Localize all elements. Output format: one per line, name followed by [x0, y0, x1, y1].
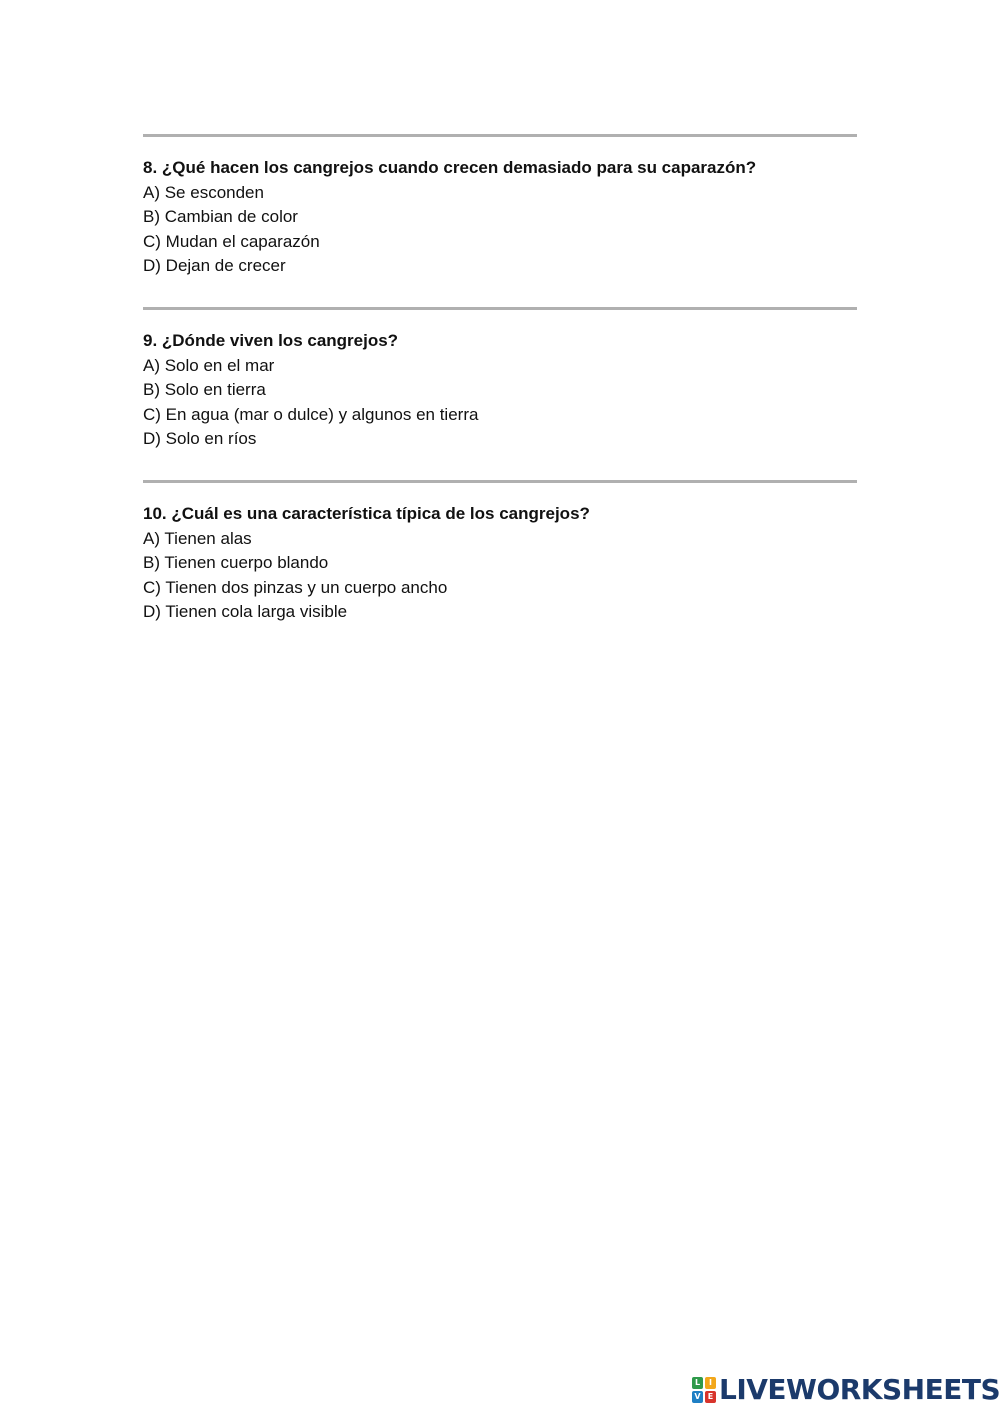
answer-option: C) Mudan el caparazón	[143, 231, 320, 251]
answer-option: A) Se esconden	[143, 182, 264, 202]
question-block	[143, 329, 857, 452]
divider-rule	[143, 134, 857, 137]
question-block	[143, 156, 857, 279]
answer-option: D) Solo en ríos	[143, 429, 257, 448]
logo-tile: I	[705, 1377, 716, 1389]
liveworksheets-logo	[692, 1374, 1000, 1406]
answer-option: D) Tienen cola larga visible	[143, 602, 348, 621]
answer-option: B) Tienen cuerpo blando	[143, 553, 329, 572]
question-block	[143, 502, 857, 625]
liveworksheets-icon	[692, 1377, 716, 1403]
question-title: 10. ¿Cuál es una característica típica de los cangrejos?	[143, 504, 590, 523]
question-title: 8. ¿Qué hacen los cangrejos cuando crecen demasiado para su caparazón?	[143, 158, 757, 177]
divider-rule	[143, 480, 857, 483]
brand-wordmark: LIVEWORKSHEETS	[719, 1373, 1000, 1406]
logo-tile: L	[692, 1377, 703, 1389]
answer-option: C) Tienen dos pinzas y un cuerpo ancho	[143, 577, 448, 597]
logo-tile: E	[705, 1391, 716, 1403]
answer-option: C) En agua (mar o dulce) y algunos en tierra	[143, 404, 479, 424]
divider-rule	[143, 307, 857, 310]
logo-tile: V	[692, 1391, 703, 1403]
answer-option: D) Dejan de crecer	[143, 256, 286, 275]
question-title: 9. ¿Dónde viven los cangrejos?	[143, 331, 399, 350]
answer-option: A) Tienen alas	[143, 528, 252, 548]
answer-option: B) Solo en tierra	[143, 380, 266, 399]
answer-option: B) Cambian de color	[143, 207, 298, 226]
answer-option: A) Solo en el mar	[143, 355, 275, 375]
